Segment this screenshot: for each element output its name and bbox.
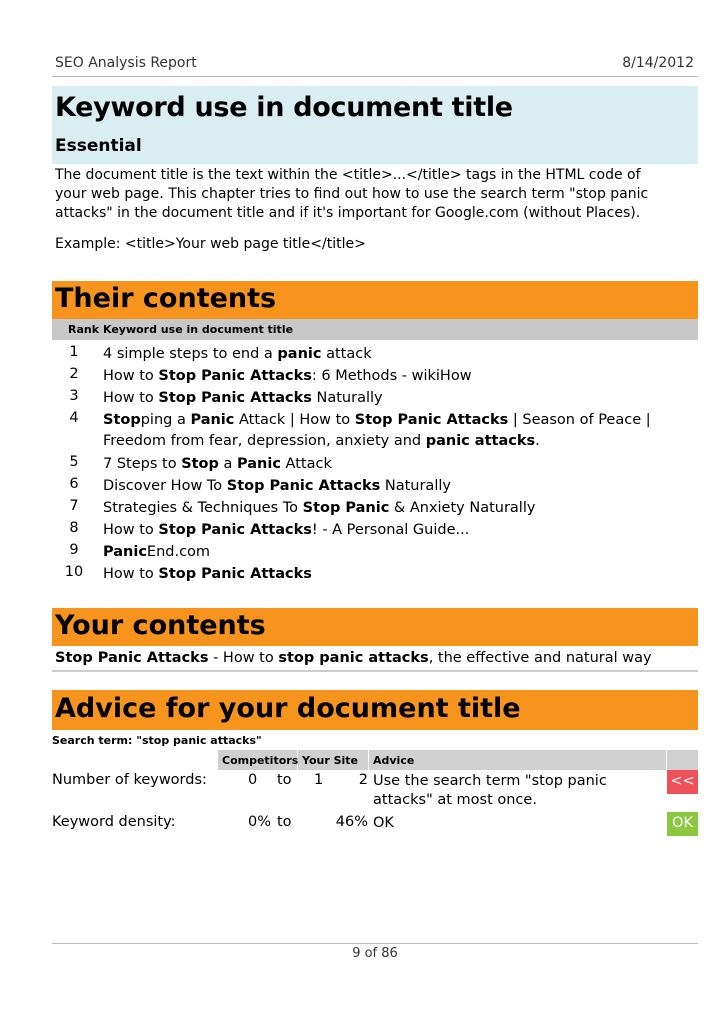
keyword-match: Stop Panic Attacks [158,522,312,538]
competitor-sep: to [277,772,292,788]
page-title-text [103,454,693,475]
title-text: ! - A Personal Guide... [311,522,470,538]
section-banner [52,86,698,164]
intro-paragraph [55,166,695,223]
rank-number: 10 [64,564,84,580]
list-item [52,386,698,408]
title-text: | Season of Peace | Freedom from fear, depression, anxiety and [103,412,651,449]
example-text: Example: <title>Your web page title</title> [55,236,366,252]
rank-number: 2 [69,366,79,382]
page-title-text [103,344,693,365]
advice-heading: Advice for your document title [55,693,521,724]
advice-line: OK [373,815,394,831]
status-col [667,750,698,770]
list-item [52,540,698,562]
report-title: SEO Analysis Report [55,55,197,71]
advice-text [373,772,663,810]
keyword-match: Stop Panic [302,500,390,516]
title-text: 7 Steps to [103,456,182,472]
title-text: Discover How To [103,478,227,494]
keyword-match: Panic [237,456,281,472]
report-date: 8/14/2012 [622,55,694,71]
keyword-match: Stop [103,412,141,428]
list-item [52,496,698,518]
advice-line: attacks" at most once. [373,792,537,808]
title-text: Naturally [311,390,383,406]
rank-number: 9 [69,542,79,558]
your-site-col: Your Site [298,750,368,770]
keyword-match: Panic [190,412,235,428]
intro-line-2: your web page. This chapter tries to find out how to use the search term "stop panic [55,186,649,202]
title-text: , the effective and natural way [428,650,652,666]
list-item [52,562,698,584]
advice-col: Advice [369,750,666,770]
page-footer [52,943,698,961]
page-header [52,52,698,77]
intro-line-3: attacks" in the document title and if it's important for Google.com (without Places). [55,205,641,221]
rank-number: 6 [69,476,79,492]
competitor-max: 1 [314,772,324,788]
status-badge: OK [667,812,698,836]
rank-column-header: Rank [68,323,100,336]
list-item [52,474,698,496]
keyword-match: stop panic attacks [278,650,429,666]
status-badge: << [667,770,698,794]
title-text: a [218,456,238,472]
competitor-sep: to [277,814,292,830]
title-text: End.com [146,544,211,560]
title-text: How to [103,522,159,538]
advice-row [52,770,698,812]
keyword-match: panic attacks [425,433,536,449]
metric-label: Number of keywords: [52,772,207,788]
competitor-title-list [52,342,698,584]
section-priority: Essential [55,136,142,156]
title-text: Strategies & Techniques To [103,500,303,516]
page-title-text [103,366,693,387]
rank-number: 3 [69,388,79,404]
rank-number: 7 [69,498,79,514]
title-column-header: Keyword use in document title [103,323,294,336]
title-text: : 6 Methods - wikiHow [311,368,472,384]
site-value: 46% [335,814,368,830]
list-item [52,364,698,386]
title-text: . [535,433,540,449]
competitors-col: Competitors [218,750,297,770]
section-title: Keyword use in document title [55,92,513,123]
page-number: 9 of 86 [352,946,398,961]
their-contents-banner [52,281,698,319]
advice-row [52,812,698,836]
site-value: 2 [358,772,368,788]
advice-table-header [52,750,698,770]
rank-number: 1 [69,344,79,360]
title-text: Naturally [380,478,451,494]
keyword-match: Stop Panic Attacks [226,478,381,494]
keyword-match: Stop Panic Attacks [354,412,509,428]
page-title-text [103,564,693,585]
title-text: ping a [140,412,191,428]
keyword-match: Panic [103,544,147,560]
title-text: Attack [280,456,332,472]
your-title [52,648,698,672]
list-item [52,342,698,364]
intro-line-1: The document title is the text within the <title>...</title> tags in the HTML code of [55,167,641,183]
list-item [52,518,698,540]
title-text: How to [103,390,159,406]
rank-number: 4 [69,410,79,426]
advice-table [52,750,698,836]
search-term-label: Search term: "stop panic attacks" [52,734,262,747]
competitor-min: 0 [248,772,258,788]
rank-table-header [52,319,698,340]
page-title-text [103,542,693,563]
keyword-match: Stop [181,456,219,472]
metric-label: Keyword density: [52,814,176,830]
rank-number: 5 [69,454,79,470]
advice-banner [52,690,698,730]
keyword-match: panic [277,346,322,362]
advice-line: Use the search term "stop panic [373,773,607,789]
list-item [52,408,698,452]
rank-number: 8 [69,520,79,536]
title-text: 4 simple steps to end a [103,346,278,362]
competitor-min: 0% [248,814,272,830]
title-text: & Anxiety Naturally [389,500,536,516]
your-contents-heading: Your contents [55,610,266,641]
page-title-text [103,476,693,497]
title-text: attack [321,346,372,362]
title-text: Attack | How to [234,412,355,428]
their-contents-heading: Their contents [55,283,277,314]
title-text: How to [103,368,159,384]
page-title-text [103,498,693,519]
keyword-match: Stop Panic Attacks [158,368,312,384]
keyword-match: Stop Panic Attacks [55,650,209,666]
list-item [52,452,698,474]
page-title-text [103,388,693,409]
your-contents-banner [52,608,698,646]
title-text: - How to [208,650,279,666]
advice-text [373,814,663,833]
keyword-match: Stop Panic Attacks [158,566,312,582]
keyword-match: Stop Panic Attacks [158,390,312,406]
page-title-text [103,520,693,541]
page-title-text [103,410,693,452]
title-text: How to [103,566,159,582]
